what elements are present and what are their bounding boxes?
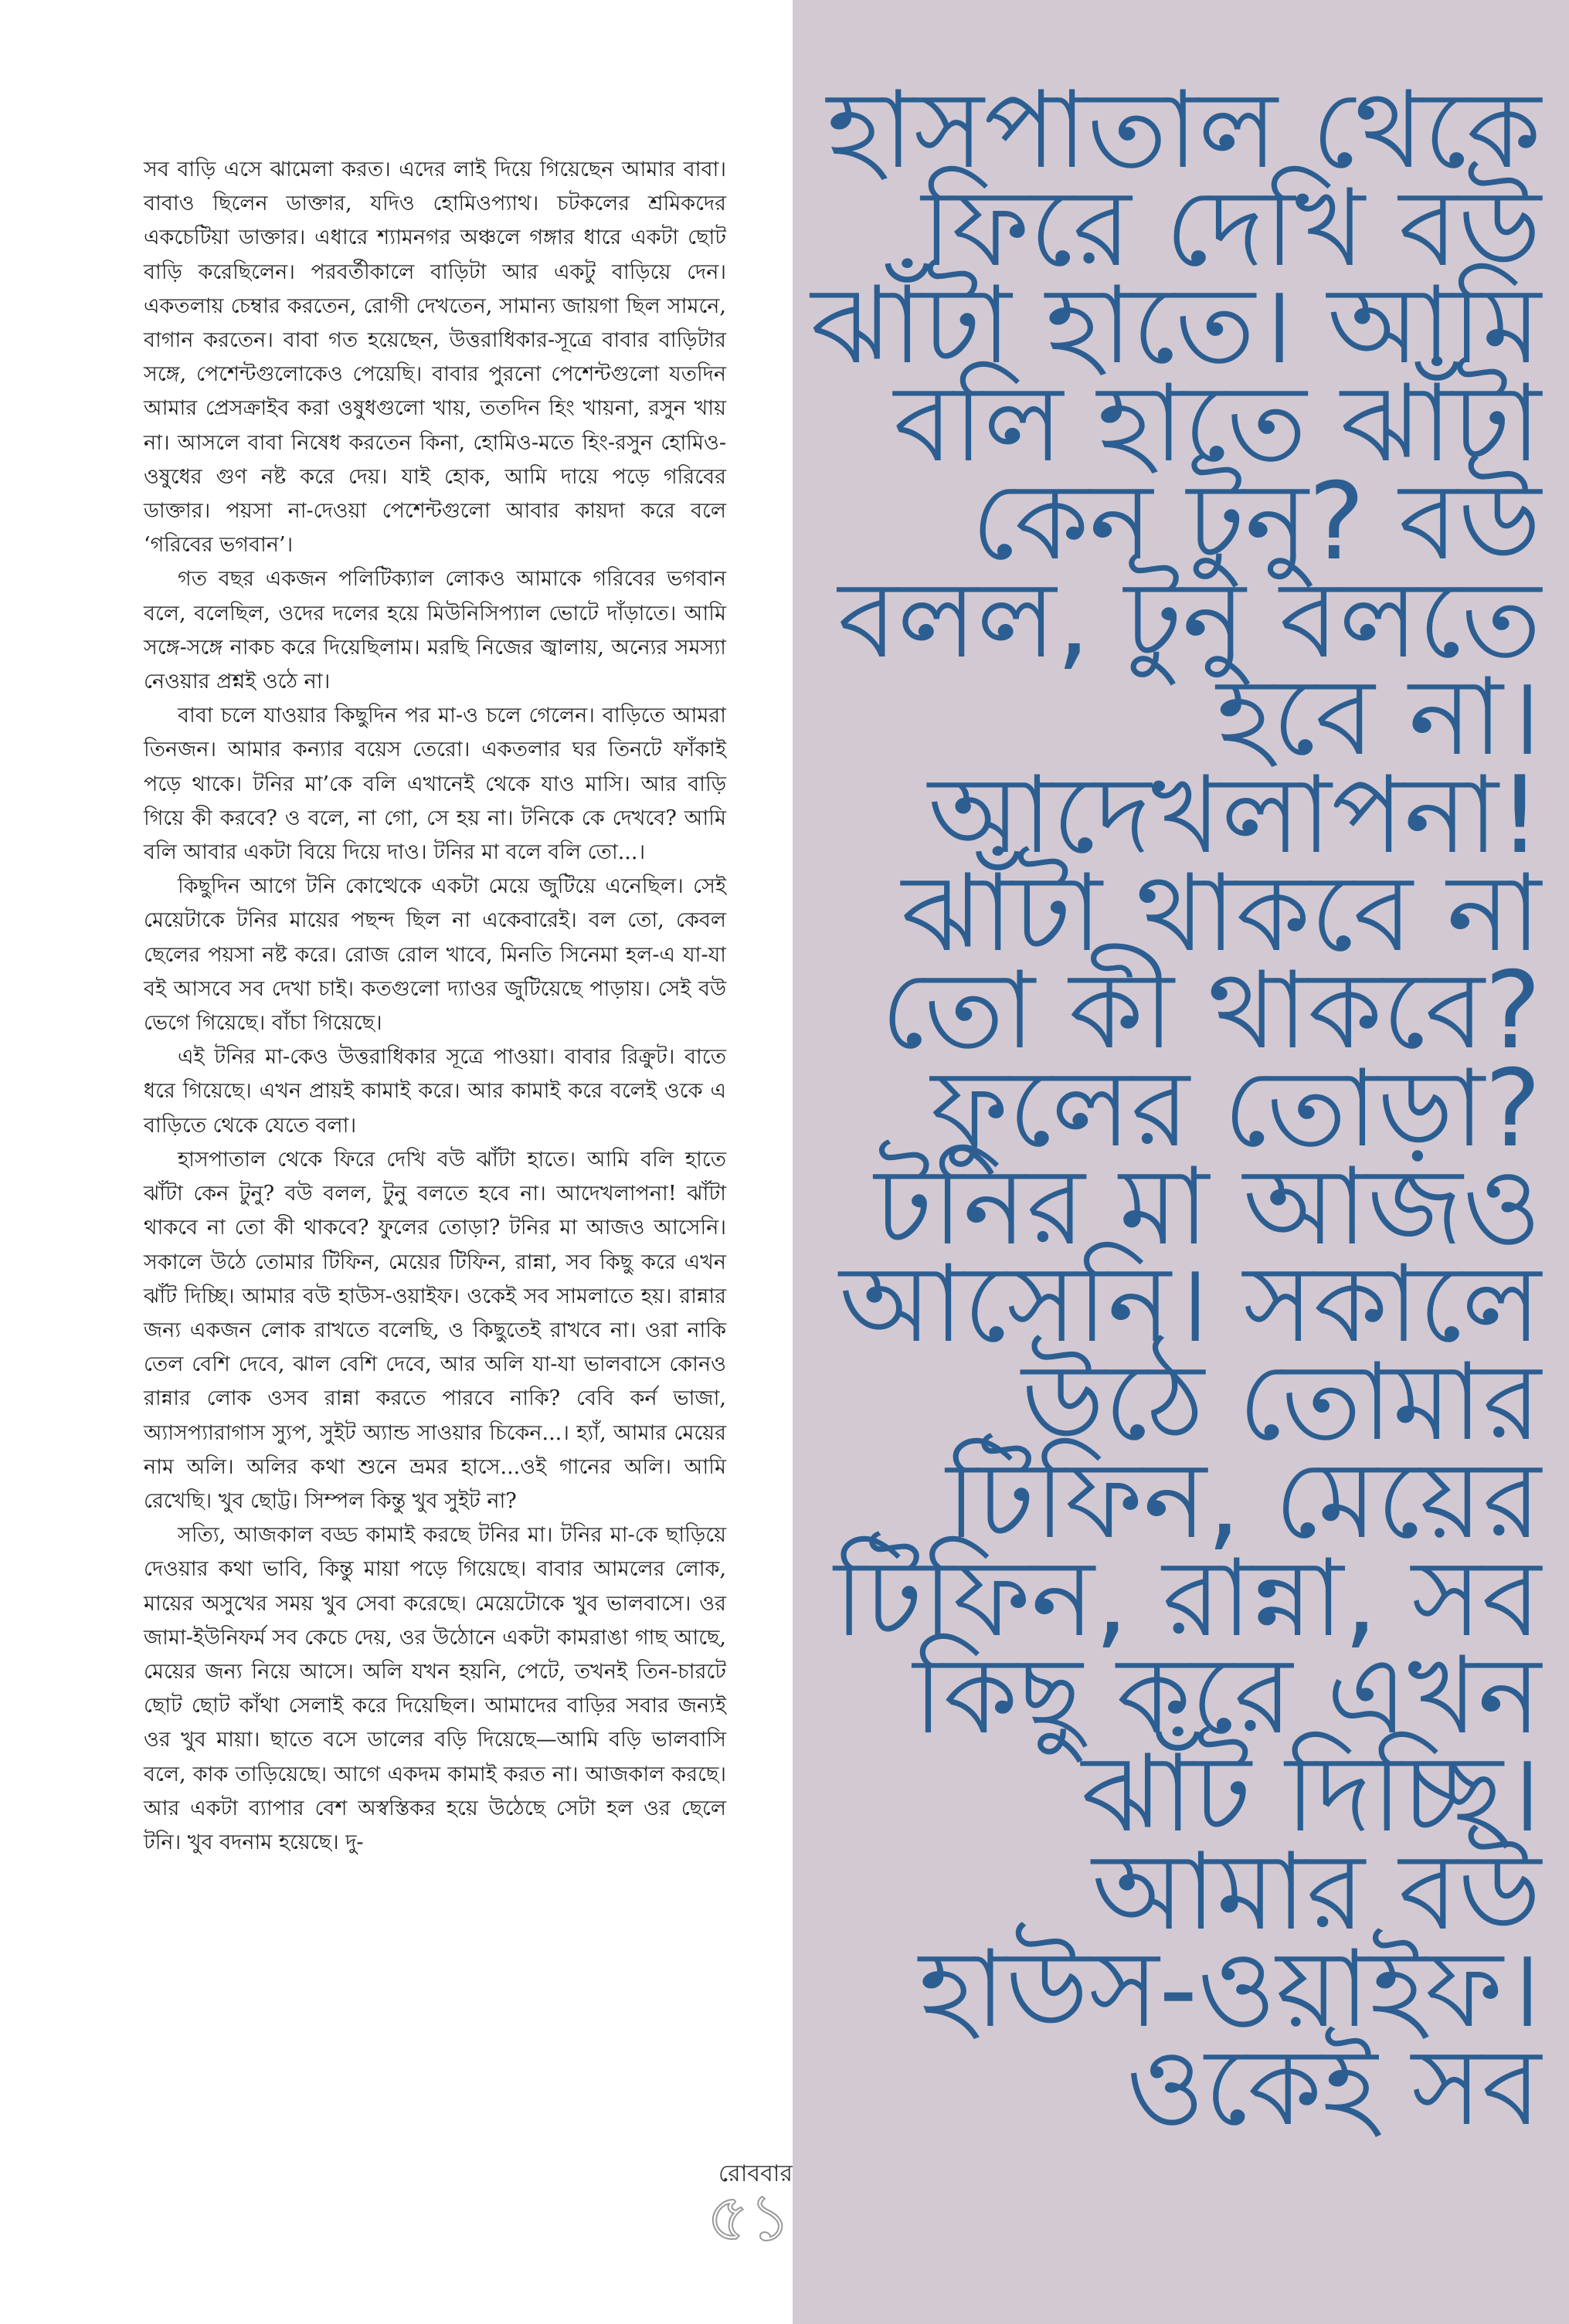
article-body (144, 153, 726, 1860)
magazine-name: রোববার (718, 2160, 793, 2187)
pull-quote-line: ফুলের তোড়া? (930, 1047, 1541, 1172)
pull-quote-line: টনির মা আজও (874, 1144, 1541, 1269)
pull-quote-line: বলি হাতে ঝাঁটা (893, 361, 1541, 487)
article-paragraph: কিছুদিন আগে টনি কোত্থেকে একটা মেয়ে জুটিয়ে এনেছিল। সেই মেয়েটাকে টনির মায়ের পছন্দ ছিল না একেবারেই। বল তো, কেবল ছেলের পয়সা নষ্ট করে। রোজ রোল খাবে, মিনতি সিনেমা হল-এ যা-যা বই আসবে সব দেখা চাই। কতগুলো দ্যাওর জুটিয়েছে পাড়ায়। সেই বউ ভেগে গিয়েছে। বাঁচা গিয়েছে। (144, 874, 726, 1036)
article-paragraph: গত বছর একজন পলিটিক্যাল লোকও আমাকে গরিবের ভগবান বলে, বলেছিল, ওদের দলের হয়ে মিউনিসিপ্যাল ভোটে দাঁড়াতে। আমি সঙ্গে-সঙ্গে নাকচ করে দিয়েছিলাম। মরছি নিজের জ্বালায়, অন্যের সমস্যা নেওয়ার প্রশ্নই ওঠে না। (144, 567, 726, 694)
pull-quote-panel (793, 0, 1569, 2324)
pull-quote-line: আদেখলাপনা! (928, 752, 1541, 877)
pull-quote-line: টিফিন, মেয়ের (946, 1437, 1541, 1562)
page-number: ৫১ (706, 2180, 791, 2255)
pull-quote-line: তো কী থাকবে? (881, 948, 1541, 1074)
pull-quote (800, 68, 1541, 2150)
article-paragraph: হাসপাতাল থেকে ফিরে দেখি বউ ঝাঁটা হাতে। আমি বলি হাতে ঝাঁটা কেন টুনু? বউ বলল, টুনু বলতে হবে না। আদেখলাপনা! ঝাঁটা থাকবে না তো কী থাকবে? ফুলের তোড়া? টনির মা আজও আসেনি। সকালে উঠে তোমার টিফিন, মেয়ের টিফিন, রান্না, সব কিছু করে এখন ঝাঁট দিচ্ছি। আমার বউ হাউস-ওয়াইফ। ওকেই সব সামলাতে হয়। রান্নার জন্য একজন লোক রাখতে বলেছি, ও কিছুতেই রাখবে না। ওরা নাকি তেল বেশি দেবে, ঝাল বেশি দেবে, আর অলি যা-যা ভালবাসে কোনও রান্নার লোক ওসব রান্না করতে পারবে নাকি? বেবি কর্ন ভাজা, অ্যাসপ্যারাগাস স্যুপ, সুইট অ্যান্ড সাওয়ার চিকেন...। হ্যাঁ, আমার মেয়ের নাম অলি। অলির কথা শুনে ভ্রমর হাসে...ওই গানের অলি। আমি রেখেছি। খুব ছোট্ট। সিম্পল কিন্তু খুব সুইট না? (144, 1147, 726, 1513)
article-paragraph: সত্যি, আজকাল বড্ড কামাই করছে টনির মা। টনির মা-কে ছাড়িয়ে দেওয়ার কথা ভাবি, কিন্তু মায়া পড়ে গিয়েছে। বাবার আমলের লোক, মায়ের অসুখের সময় খুব সেবা করেছে। মেয়েটোকে খুব ভালবাসে। ওর জামা-ইউনিফর্ম সব কেচে দেয়, ওর উঠোনে একটা কামরাঙা গাছ আছে, মেয়ের জন্য নিয়ে আসে। অলি যখন হয়নি, পেটে, তখনই তিন-চারটে ছোট ছোট কাঁথা সেলাই করে দিয়েছিল। আমাদের বাড়ির সবার জন্যই ওর খুব মায়া। ছাতে বসে ডালের বড়ি দিয়েছে—আমি বড়ি ভালবাসি বলে, কাক তাড়িয়েছে। আগে একদম কামাই করত না। আজকাল করছে। আর একটা ব্যাপার বেশ অস্বস্তিকর হয়ে উঠেছে সেটা হল ওর ছেলে টনি। খুব বদনাম হয়েছে। দু- (144, 1523, 726, 1854)
article-paragraph: এই টনির মা-কেও উত্তরাধিকার সূত্রে পাওয়া। বাবার রিক্রুট। বাতে ধরে গিয়েছে। এখন প্রায়ই কামাই করে। আর কামাই করে বলেই ওকে এ বাড়িতে থেকে যেতে বলা। (144, 1045, 726, 1138)
page-footer (706, 2155, 793, 2263)
pull-quote-line: ওকেই সব (1126, 2025, 1541, 2150)
pull-quote-line: হাসপাতাল থেকে (827, 68, 1541, 192)
pull-quote-line: ফিরে দেখি বউ (921, 165, 1541, 290)
pull-quote-line: উঠে তোমার (1021, 1340, 1541, 1465)
pull-quote-line: ঝাঁটা হাতে। আমি (810, 263, 1541, 388)
article-paragraph: সব বাড়ি এসে ঝামেলা করত। এদের লাই দিয়ে গিয়েছেন আমার বাবা। বাবাও ছিলেন ডাক্তার, যদিও হোমিওপ্যাথ। চটকলের শ্রমিকদের একচেটিয়া ডাক্তার। এধারে শ্যামনগর অঞ্চলে গঙ্গার ধারে একটা ছোট বাড়ি করেছিলেন। পরবর্তীকালে বাড়িটা আর একটু বাড়িয়ে দেন। একতলায় চেম্বার করতেন, রোগী দেখতেন, সামান্য জায়গা ছিল সামনে, বাগান করতেন। বাবা গত হয়েছেন, উত্তরাধিকার-সূত্রে বাবার বাড়িটার সঙ্গে, পেশেন্টগুলোকেও পেয়েছি। বাবার পুরনো পেশেন্টগুলো যতদিন আমার প্রেসক্রাইব করা ওষুধগুলো খায়, ততদিন হিং খায়না, রসুন খায় না। আসলে বাবা নিষেধ করতেন কিনা, হোমিও-মতে হিং-রসুন হোমিও-ওষুধের গুণ নষ্ট করে দেয়। যাই হোক, আমি দায়ে পড়ে গরিবের ডাক্তার। পয়সা না-দেওয়া পেশেন্টগুলো আবার কায়দা করে বলে ‘গরিবের ভগবান’। (144, 158, 726, 558)
pull-quote-line: বলল, টুনু বলতে (837, 557, 1541, 682)
pull-quote-line: আমার বউ (1092, 1829, 1541, 1954)
pull-quote-line: ঝাঁট দিচ্ছি। (1082, 1731, 1541, 1856)
pull-quote-line: হবে না। (1216, 655, 1541, 780)
pull-quote-line: কিছু করে এখন (912, 1634, 1541, 1759)
article-paragraph: বাবা চলে যাওয়ার কিছুদিন পর মা-ও চলে গেলেন। বাড়িতে আমরা তিনজন। আমার কন্যার বয়েস তেরো। একতলার ঘর তিনটে ফাঁকাই পড়ে থাকে। টনির মা’কে বলি এখানেই থেকে যাও মাসি। আর বাড়ি গিয়ে কী করবে? ও বলে, না গো, সে হয় না। টনিকে কে দেখবে? আমি বলি আবার একটা বিয়ে দিয়ে দাও। টনির মা বলে বলি তো...। (144, 704, 726, 865)
pull-quote-line: কেন টুনু? বউ (971, 459, 1541, 584)
pull-quote-line: হাউস-ওয়াইফ। (919, 1927, 1541, 2052)
pull-quote-line: টিফিন, রান্না, সব (834, 1535, 1541, 1661)
pull-quote-line: ঝাঁটা থাকবে না (902, 850, 1541, 975)
pull-quote-line: আসেনি। সকালে (839, 1242, 1541, 1367)
